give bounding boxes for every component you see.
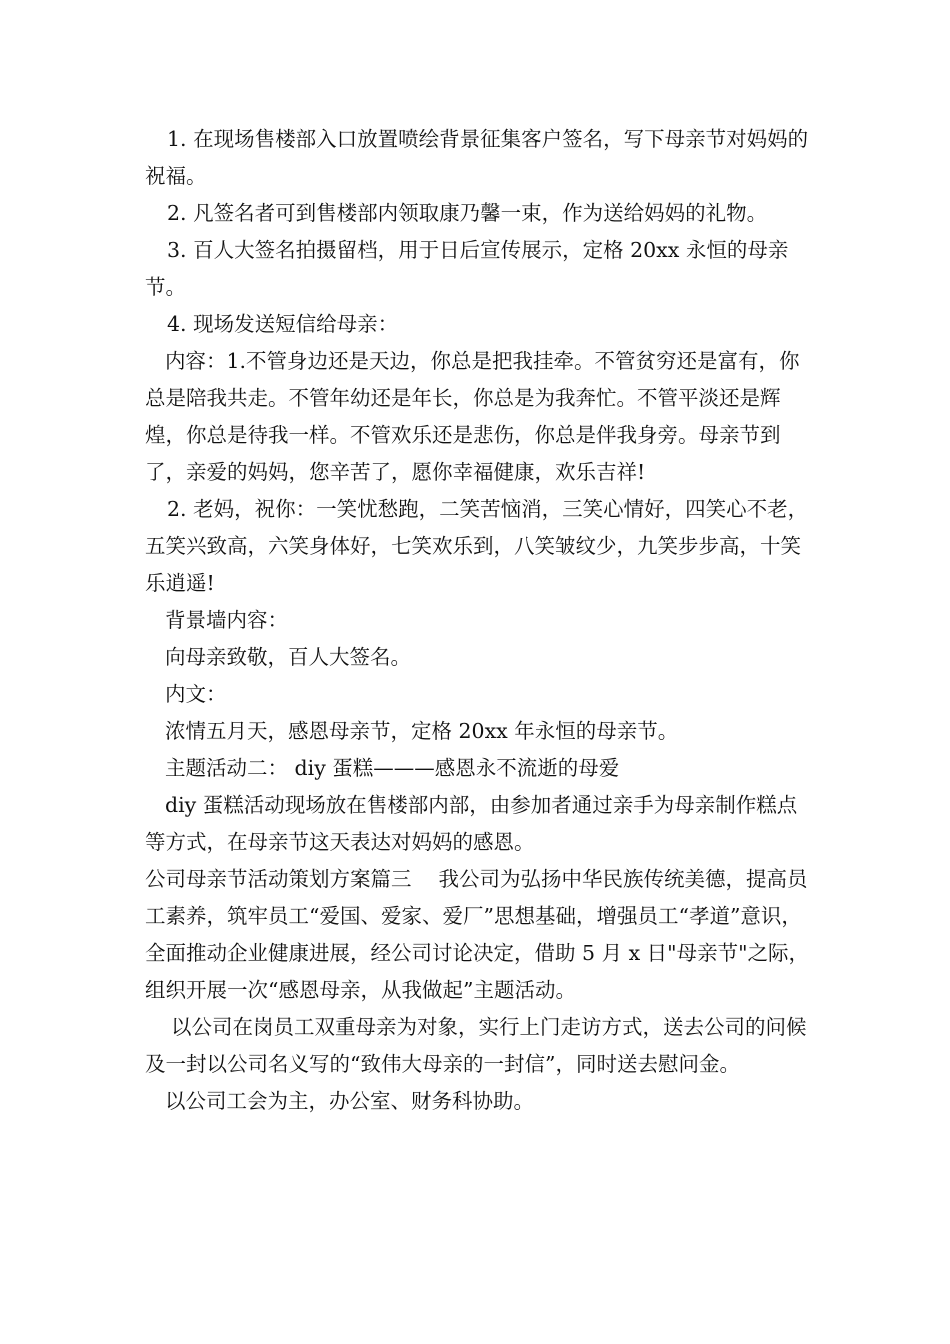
paragraph-body-text: 浓情五月天，感恩母亲节，定格 20xx 年永恒的母亲节。 <box>165 719 679 743</box>
paragraph-body-heading: 内文： <box>165 682 227 706</box>
paragraph-activity-two-desc: diy 蛋糕活动现场放在售楼部内部，由参加者通过亲手为母亲制作糕点等方式，在母亲节这天表达对妈妈的感恩。 <box>145 793 798 854</box>
paragraph-item-2: 2. 凡签名者可到售楼部内领取康乃馨一束，作为送给妈妈的礼物。 <box>167 201 768 225</box>
paragraph-visit-target: 以公司在岗员工双重母亲为对象，实行上门走访方式，送去公司的问候及一封以公司名义写的“致伟大母亲的一封信”，同时送去慰问金。 <box>145 1015 807 1076</box>
paragraph-item-1: 1. 在现场售楼部入口放置喷绘背景征集客户签名，写下母亲节对妈妈的祝福。 <box>145 127 809 188</box>
paragraph-item-4: 4. 现场发送短信给母亲： <box>167 312 399 336</box>
paragraph-wall-heading: 背景墙内容： <box>165 608 288 632</box>
paragraph-sms-content-1: 内容：1.不管身边还是天边，你总是把我挂牵。不管贫穷还是富有，你总是陪我共走。不管年幼还是年长，你总是为我奔忙。不管平淡还是辉煌，你总是待我一样。不管欢乐还是悲伤，你总是伴我身旁。母亲节到了，亲爱的妈妈，您辛苦了，愿你幸福健康，欢乐吉祥! <box>145 349 800 484</box>
paragraph-wall-slogan: 向母亲致敬，百人大签名。 <box>165 645 411 669</box>
paragraph-sms-content-2: 2. 老妈，祝你：一笑忧愁跑，二笑苦恼消，三笑心情好，四笑心不老，五笑兴致高，六笑身体好，七笑欢乐到，八笑皱纹少，九笑步步高，十笑乐逍遥! <box>145 497 809 595</box>
document-page <box>145 121 810 1120</box>
paragraph-plan-three: 公司母亲节活动策划方案篇三 我公司为弘扬中华民族传统美德，提高员工素养，筑牢员工“爱国、爱家、爱厂”思想基础，增强员工“孝道”意识，全面推动企业健康进展，经公司讨论决定，借助 5 月 x 日"母亲节"之际，组织开展一次“感恩母亲，从我做起”主题活动。 <box>145 867 810 1002</box>
paragraph-item-3: 3. 百人大签名拍摄留档，用于日后宣传展示，定格 20xx 永恒的母亲节。 <box>145 238 789 299</box>
paragraph-organizer: 以公司工会为主，办公室、财务科协助。 <box>165 1089 534 1113</box>
paragraph-activity-two-title: 主题活动二： diy 蛋糕———感恩永不流逝的母爱 <box>165 756 620 780</box>
